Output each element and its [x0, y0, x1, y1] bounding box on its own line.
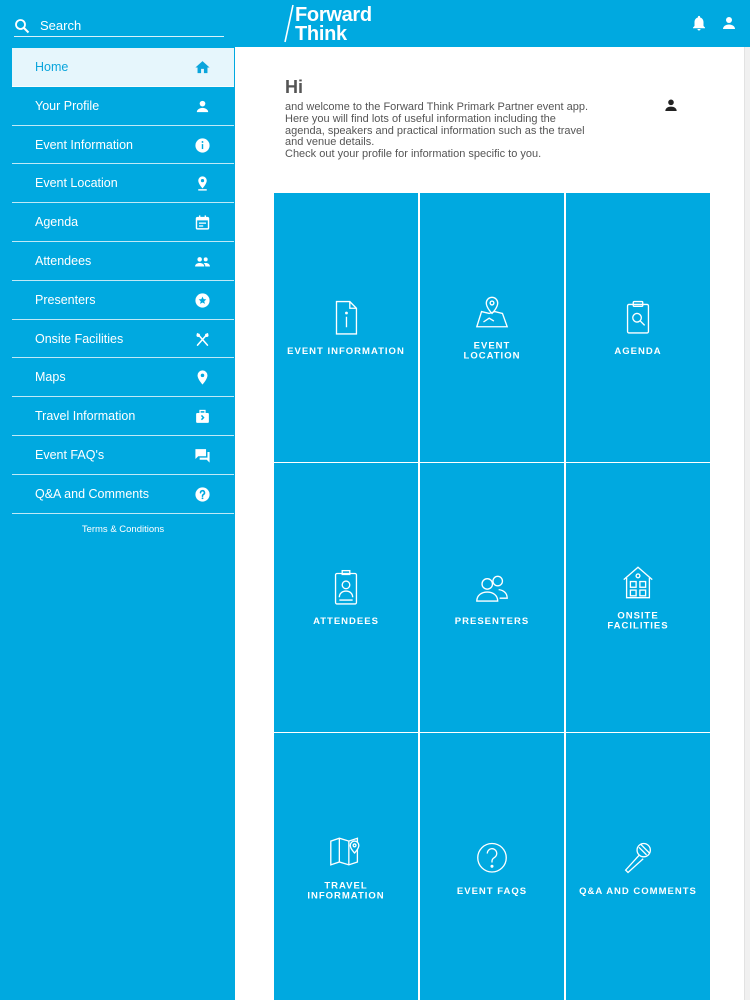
sidebar-item-label: Travel Information [35, 409, 136, 424]
tile-label-line1: EVENT INFORMATION [287, 345, 405, 357]
welcome-line: and venue details. [285, 136, 375, 149]
welcome-line: and welcome to the Forward Think Primark Partner event app. [285, 101, 589, 113]
clipboard-search-icon [619, 298, 657, 336]
star-badge-icon [194, 292, 211, 309]
tile-onsite-facilities[interactable] [566, 463, 710, 732]
sidebar-item-label: Event Information [35, 137, 133, 152]
cutlery-icon [194, 331, 211, 348]
terms-link[interactable]: Terms & Conditions [81, 523, 165, 535]
sidebar-item-qa-comments[interactable] [12, 475, 234, 514]
sidebar-item-travel-information[interactable] [12, 397, 234, 436]
sidebar-item-attendees[interactable] [12, 242, 234, 281]
sidebar-item-label: Event FAQ's [35, 447, 105, 462]
tile-label-line2: FACILITIES [607, 620, 669, 632]
sidebar-item-presenters[interactable] [12, 281, 234, 320]
logo-slash-icon [283, 4, 295, 44]
profile-icon[interactable] [663, 97, 679, 113]
search-input[interactable] [40, 15, 220, 35]
suitcase-icon [194, 408, 211, 425]
sidebar-item-event-faqs[interactable] [12, 436, 234, 475]
badge-icon [327, 568, 365, 606]
logo-line-2: Think [295, 23, 347, 45]
welcome-message [285, 77, 615, 161]
sidebar-item-label: Event Location [35, 176, 118, 191]
tile-label-line1: PRESENTERS [454, 615, 530, 627]
bell-icon[interactable] [690, 14, 708, 32]
sidebar-item-label: Your Profile [35, 98, 100, 113]
sidebar-item-label: Agenda [35, 215, 79, 230]
top-bar [0, 0, 750, 48]
sidebar-item-label: Presenters [35, 292, 96, 307]
sidebar-item-label: Attendees [35, 253, 92, 268]
sidebar-item-label: Home [35, 60, 69, 74]
welcome-line: Here you will find lots of useful information including the [285, 112, 556, 125]
sidebar-item-event-information[interactable] [12, 126, 234, 165]
info-icon [194, 137, 211, 154]
map-pin-icon [194, 369, 211, 386]
tile-label-line2: LOCATION [463, 350, 521, 362]
sidebar-nav [12, 48, 234, 535]
tile-label-line1: AGENDA [614, 345, 662, 357]
microphone-icon [619, 838, 657, 876]
tile-label-line1: EVENT [473, 340, 511, 351]
tile-travel-information[interactable] [274, 733, 418, 1000]
welcome-line: agenda, speakers and practical information such as the travel [285, 124, 585, 137]
sidebar-item-maps[interactable] [12, 358, 234, 397]
sidebar-item-event-location[interactable] [12, 164, 234, 203]
sidebar-item-agenda[interactable] [12, 203, 234, 242]
tile-event-faqs[interactable] [420, 733, 564, 1000]
chat-icon [194, 447, 211, 464]
people-icon [194, 253, 211, 270]
folded-map-icon [327, 833, 365, 871]
sidebar-item-label: Maps [35, 370, 66, 385]
logo-line-1: Forward [295, 4, 372, 26]
greeting-heading: Hi [285, 77, 303, 97]
sidebar-item-label: Q&A and Comments [35, 486, 149, 501]
search-icon [14, 18, 30, 34]
help-icon [194, 486, 211, 503]
tile-attendees[interactable] [274, 463, 418, 732]
main-panel [235, 47, 750, 1000]
tile-label-line1: ONSITE [617, 610, 659, 621]
document-info-icon [327, 298, 365, 336]
welcome-line: Check out your profile for information specific to you. [285, 148, 542, 161]
scrollbar[interactable] [744, 47, 750, 1000]
sidebar-item-onsite-facilities[interactable] [12, 320, 234, 359]
tile-label-line1: EVENT FAQS [456, 885, 528, 897]
tile-event-information[interactable] [274, 193, 418, 462]
calendar-icon [194, 214, 211, 231]
welcome-body [285, 102, 615, 161]
brand-logo [283, 4, 393, 44]
tile-qa-comments[interactable] [566, 733, 710, 1000]
tile-grid [274, 193, 711, 1000]
tile-agenda[interactable] [566, 193, 710, 462]
tile-label-line1: Q&A AND COMMENTS [579, 885, 697, 897]
question-circle-icon [473, 838, 511, 876]
search-bar[interactable] [14, 15, 224, 37]
tile-label-line1: ATTENDEES [313, 615, 379, 627]
map-location-icon [473, 293, 511, 331]
tile-presenters[interactable] [420, 463, 564, 732]
tile-event-location[interactable] [420, 193, 564, 462]
building-icon [619, 563, 657, 601]
location-pin-icon [194, 175, 211, 192]
tile-label-line2: INFORMATION [307, 890, 385, 902]
home-icon [194, 59, 211, 76]
person-icon [194, 98, 211, 115]
group-icon [473, 568, 511, 606]
sidebar-item-your-profile[interactable] [12, 87, 234, 126]
user-icon[interactable] [720, 14, 738, 32]
sidebar-item-home[interactable] [12, 48, 234, 87]
tile-label-line1: TRAVEL [324, 880, 368, 891]
sidebar-item-label: Onsite Facilities [35, 331, 124, 346]
